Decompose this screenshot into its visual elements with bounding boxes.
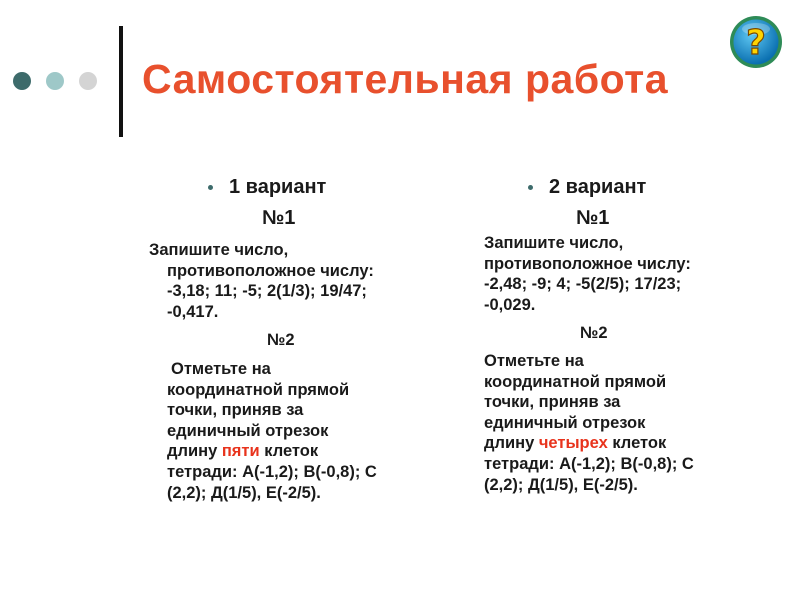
task-line: тетради: А(-1,2); В(-0,8); С: [484, 454, 694, 473]
task-line: -3,18; 11; -5; 2(1/3); 19/47;: [167, 282, 367, 301]
variant-2-task-2-number: №2: [580, 324, 608, 342]
task-line: (2,2); Д(1/5), Е(-2/5).: [484, 475, 638, 494]
task-line: точки, приняв за: [167, 401, 304, 420]
task-line: единичный отрезок: [167, 421, 329, 440]
task-line: координатной прямой: [167, 380, 350, 399]
task-line: тетради: А(-1,2); В(-0,8); С: [167, 462, 377, 481]
task-line: координатной прямой: [484, 372, 667, 391]
title-divider: [119, 26, 123, 137]
variant-1-task-1-number: №1: [262, 207, 296, 229]
variant-2-task-2-text: [484, 351, 694, 495]
task-line: -2,48; -9; 4; -5(2/5); 17/23;: [484, 275, 682, 294]
length-prefix: длину: [167, 442, 222, 461]
task-line-length: [484, 433, 694, 454]
highlight-count: пяти: [221, 442, 260, 461]
variant-2-task-1-number: №1: [576, 207, 610, 229]
svg-text:?: ?: [746, 23, 766, 63]
task-line: единичный отрезок: [484, 413, 646, 432]
task-line: Отметьте на: [484, 352, 584, 370]
variant-2-heading-row: [528, 176, 646, 199]
variant-1-task-2-number: №2: [267, 331, 295, 349]
decor-dot-dark: [13, 72, 31, 90]
task-line: -0,417.: [167, 302, 219, 321]
task-line: -0,029.: [484, 295, 536, 314]
variant-1-task-2-text: [167, 359, 377, 503]
task-line: Запишите число,: [149, 241, 289, 259]
bullet-icon: [208, 185, 213, 190]
length-suffix: клеток: [607, 434, 667, 453]
question-mark-icon[interactable]: [728, 14, 784, 70]
highlight-count: четырех: [538, 434, 608, 453]
variant-1-heading-row: [208, 176, 326, 199]
slide-title: Самостоятельная работа: [142, 56, 669, 102]
task-line: противоположное числу:: [167, 261, 374, 280]
length-prefix: длину: [484, 434, 539, 453]
task-line: (2,2); Д(1/5), Е(-2/5).: [167, 483, 321, 502]
task-line: противоположное числу:: [484, 254, 691, 273]
variant-1-heading: 1 вариант: [229, 176, 327, 198]
variant-2-heading: 2 вариант: [549, 176, 647, 198]
length-suffix: клеток: [259, 442, 319, 461]
task-line: Отметьте на: [171, 360, 271, 378]
decor-dot-gray: [79, 72, 97, 90]
task-line-length: [167, 441, 377, 462]
variant-1-task-1-text: [149, 240, 374, 322]
task-line: точки, приняв за: [484, 393, 621, 412]
variant-2-task-1-text: [484, 233, 691, 315]
task-line: Запишите число,: [484, 234, 624, 252]
bullet-icon: [528, 185, 533, 190]
decor-dot-light: [46, 72, 64, 90]
